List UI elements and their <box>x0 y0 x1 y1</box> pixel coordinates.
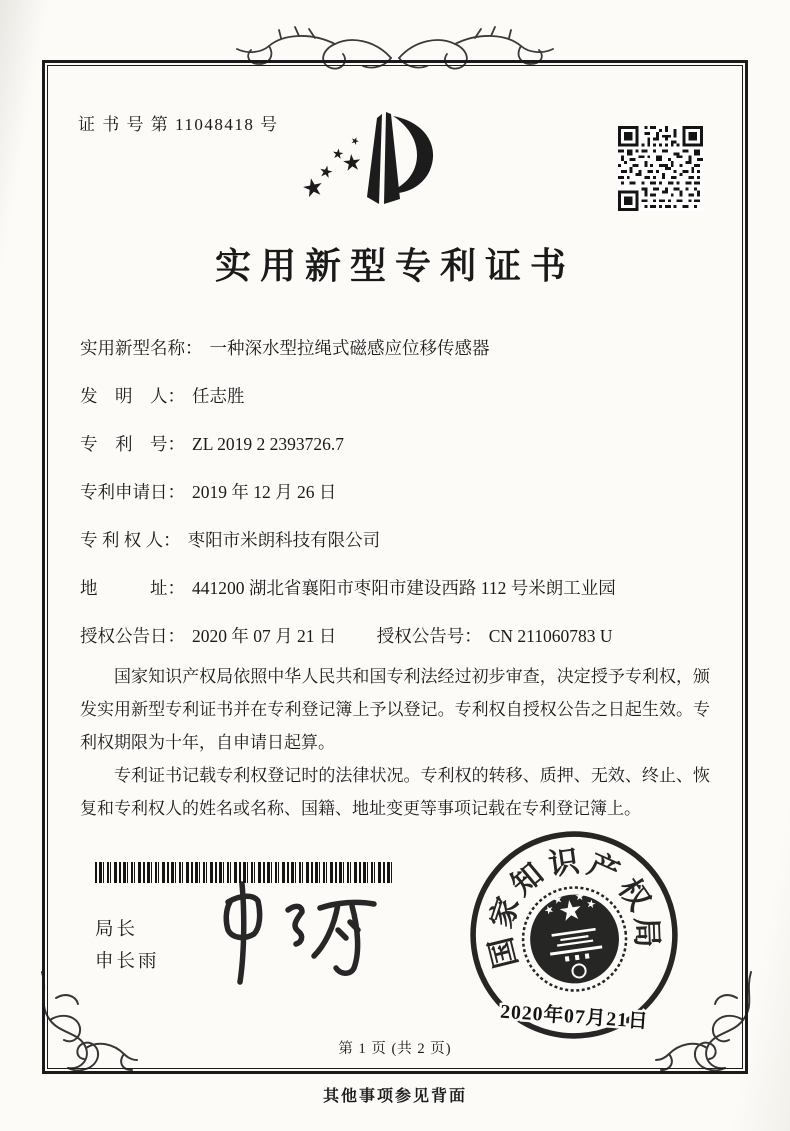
grant-date-value: 2020 年 07 月 21 日 <box>192 626 337 646</box>
field-label: 专 利 号： <box>80 434 185 454</box>
field-row-patent-number <box>80 434 720 455</box>
signer-block <box>95 914 160 978</box>
field-label: 实用新型名称： <box>80 338 203 358</box>
grant-number-value: CN 211060783 U <box>488 626 613 646</box>
seal-char: 权 <box>611 872 657 917</box>
legal-paragraph-2: 专利证书记载专利权登记时的法律状况。专利权的转移、质押、无效、终止、恢复和专利权人的姓名或名称、国籍、地址变更等事项记载在专利登记簿上。 <box>80 766 710 818</box>
grant-number-label: 授权公告号： <box>376 626 482 646</box>
field-value: 任志胜 <box>192 386 245 406</box>
field-label: 发 明 人： <box>80 386 185 406</box>
field-row-grant <box>80 626 720 647</box>
bottom-right-corner-flourish-ornament <box>652 970 767 1080</box>
field-label: 专 利 权 人： <box>80 530 181 550</box>
field-value: 2019 年 12 月 26 日 <box>192 482 337 502</box>
certificate-title: 实用新型专利证书 <box>214 246 575 286</box>
field-value: ZL 2019 2 2393726.7 <box>192 434 344 454</box>
field-row-name <box>80 338 720 359</box>
seal-date: 2020年07月21日 <box>499 1000 650 1033</box>
field-value: 枣阳市米朗科技有限公司 <box>187 530 381 550</box>
field-label: 地 址： <box>80 578 185 598</box>
field-row-address <box>80 578 720 599</box>
seal-char: 家 <box>484 892 526 933</box>
page-number: 第 1 页 (共 2 页) <box>338 1041 452 1057</box>
seal-char: 知 <box>504 856 550 903</box>
seal-char: 局 <box>629 916 665 949</box>
field-row-patentee <box>80 530 720 551</box>
legal-text <box>80 660 710 825</box>
see-back-note: 其他事项参见背面 <box>322 1088 467 1105</box>
field-row-inventor <box>80 386 720 407</box>
seal-char: 国 <box>483 933 524 972</box>
seal-char: 产 <box>582 847 625 891</box>
grant-date-label: 授权公告日： <box>80 626 185 646</box>
field-value: 441200 湖北省襄阳市枣阳市建设西路 112 号米朗工业园 <box>192 578 616 598</box>
signer-name: 申长雨 <box>95 952 160 972</box>
qr-code-icon <box>618 126 703 211</box>
seal-char: 识 <box>546 844 582 883</box>
handwritten-signature-icon <box>192 876 407 994</box>
certificate-number: 证 书 号 第 11048418 号 <box>78 115 279 134</box>
cnipa-patent-logo-icon <box>298 104 468 222</box>
signer-title: 局长 <box>95 920 139 940</box>
field-value: 一种深水型拉绳式磁感应位移传感器 <box>209 338 490 358</box>
field-label: 专利申请日： <box>80 482 185 502</box>
bottom-left-corner-flourish-ornament <box>26 970 141 1080</box>
field-row-filing-date <box>80 482 720 503</box>
certificate-fields <box>80 338 720 674</box>
national-emblem-icon <box>516 881 632 997</box>
legal-paragraph-1: 国家知识产权局依照中华人民共和国专利法经过初步审查，决定授予专利权，颁发实用新型专利证书并在专利登记簿上予以登记。专利权自授权公告之日起生效。专利权期限为十年，自申请日起算。 <box>80 667 710 752</box>
